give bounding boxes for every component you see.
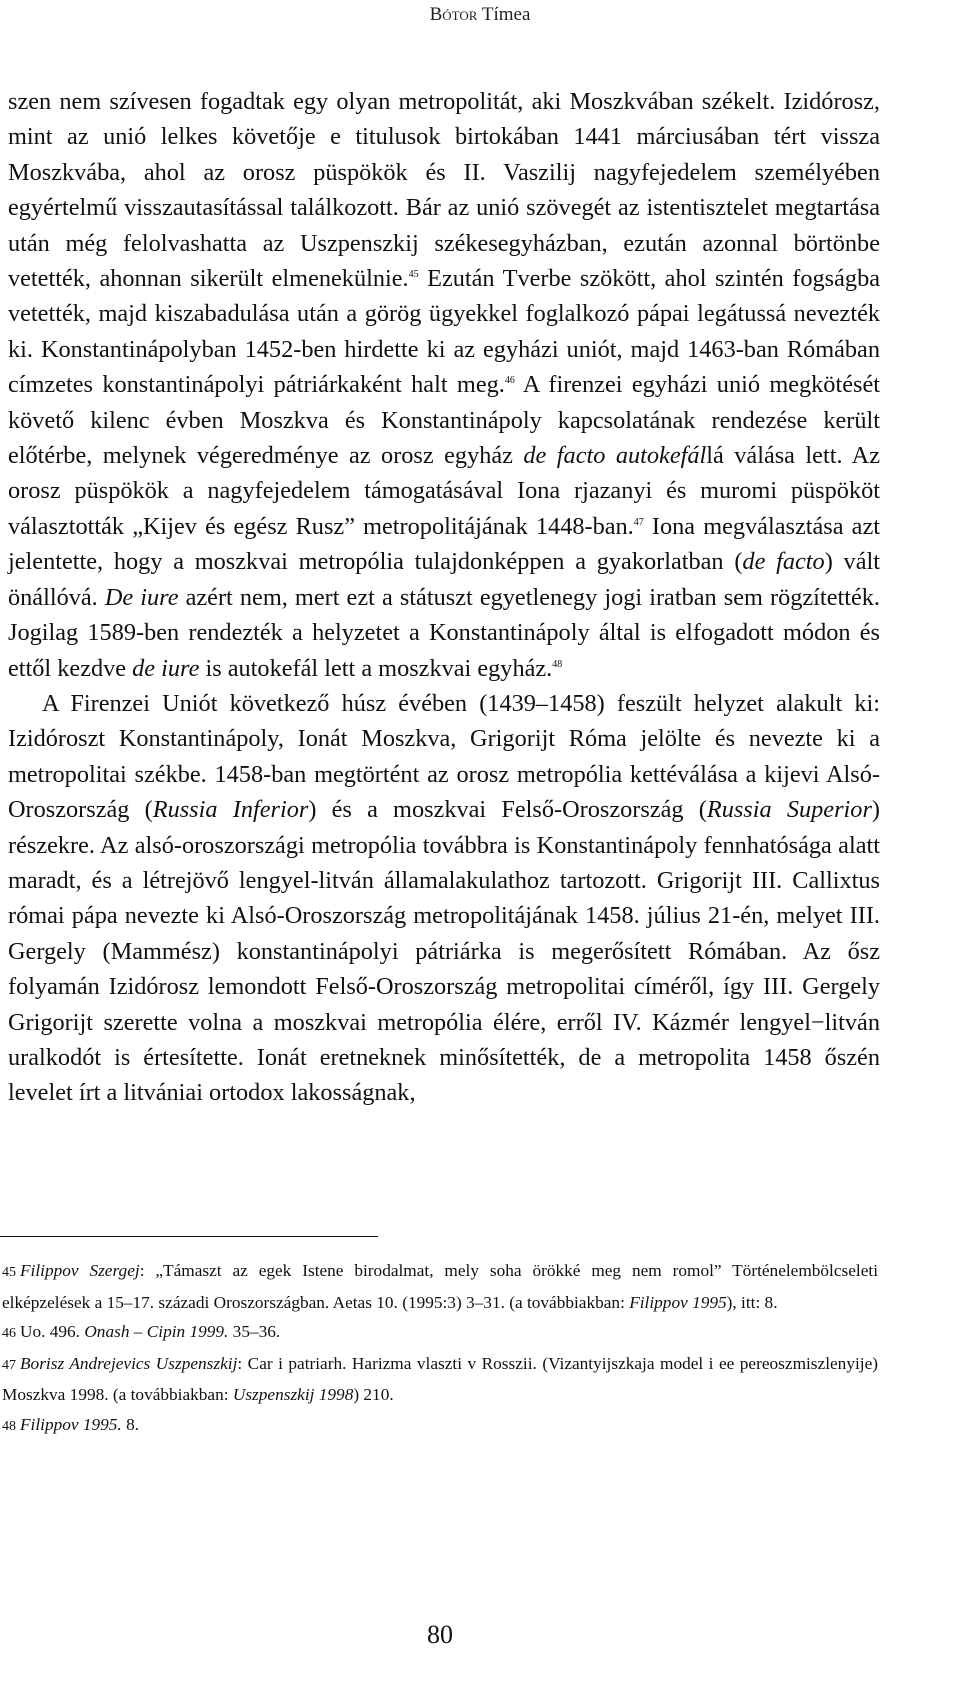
italic-term: de iure: [132, 654, 200, 682]
footnote-ref-48: 48: [552, 658, 563, 670]
italic-term: de facto autokefál: [523, 442, 707, 470]
footnotes: [2, 1256, 878, 1441]
footnote-text: : „Támaszt az egek Istene birodalmat, mely soha örökké meg nem romol” Történelembölcseleti elképzelések a 15–17. századi Oroszországban. Aetas 10. (1995:3) 3–31. (a továbbiakban:: [2, 1261, 878, 1312]
text-run: ) és a moszkvai Felső-Oroszország (: [308, 796, 707, 824]
text-run: ) részekre. Az alsó-oroszországi metropólia továbbra is Konstantinápoly fennhatósága alatt maradt, és a létrejövő lengyel-litván államalakulathoz tartozott. Grigorijt III. Callixtus római pápa nevezte ki Alsó-Oroszország metropolitájának 1458. július 21-én, melyet III. Gergely (Mammész) konstantinápolyi pátriárka is megerősített Rómában. Az ősz folyamán Izidórosz lemondott Felső-Oroszország metropolitai címéről, így III. Gergely Grigorijt szerette volna a moszkvai metropólia élére, erről IV. Kázmér lengyel−litván uralkodót is értesítette. Ionát eretneknek minősítették, de a metropolita 1458 őszén levelet írt a litvániai ortodox lakosságnak,: [8, 796, 880, 1107]
footnote-number: 47: [2, 1357, 16, 1373]
header-author-family: Bótor: [429, 4, 478, 25]
footnote-46: [2, 1317, 878, 1349]
footnote-45: [2, 1256, 878, 1317]
footnote-number: 48: [2, 1418, 16, 1434]
text-run: Ezután Tverbe szökött, ahol szintén fogságba vetették, majd kiszabadulása után a görög ügyekkel foglalkozó pápai legátussá nevezték ki. Konstantinápolyban 1452-ben hirdette ki az egyházi uniót, majd 1463-ban Rómában címzetes konstantinápolyi pátriárkaként halt meg.: [8, 265, 881, 399]
italic-term: Russia Inferior: [152, 796, 309, 824]
footnote-ref-47: 47: [633, 516, 644, 528]
text-run: A Firenzei Uniót következő húsz évében (1439–1458) feszült helyzet alakult ki: Izidóroszt Konstantinápoly, Ionát Moszkva, Grigorijt Róma jelölte és nevezte ki a metropolitai székbe. 1458-ban megtörtént az orosz metropólia kettéválása a kijevi Alsó-Oroszország (: [8, 689, 880, 824]
text-run: Iona megválasztása azt jelentette, hogy a moszkvai metropólia tulajdonképpen a gyakorlatban (: [8, 512, 880, 576]
running-header: [0, 4, 960, 26]
footnote-number: 45: [2, 1265, 16, 1280]
italic-term: Russia Superior: [706, 796, 872, 824]
footnote-ref: Uszpenszkij 1998: [232, 1385, 354, 1404]
footnote-ref: Onash – Cipin 1999.: [84, 1322, 229, 1341]
italic-term: De iure: [104, 583, 179, 611]
footnote-text: : Car i patriarh. Harizma vlaszti v Rosszii. (Vizantyijszkaja model i ee pereoszmiszlenyije) Moszkva 1998. (a továbbiakban:: [2, 1353, 878, 1404]
footnote-ref: Filippov 1995.: [20, 1414, 122, 1434]
text-run: A firenzei egyházi unió megkötését követő kilenc évben Moszkva és Konstantinápoly kapcsolatának rendezése került előtérbe, melynek végeredménye az orosz egyház: [8, 371, 880, 470]
text-run: ) vált önállóvá.: [8, 548, 880, 611]
footnote-pre: Uo. 496.: [20, 1322, 85, 1341]
text-run: is autokefál lett a moszkvai egyház.: [199, 654, 553, 682]
italic-term: de facto: [742, 548, 825, 576]
footnote-number: 46: [2, 1326, 16, 1341]
footnote-author: Filippov Szergej: [20, 1261, 140, 1280]
main-text: [8, 84, 880, 1111]
footnote-ref-46: 46: [504, 375, 515, 387]
text-run: lá válása lett. Az orosz püspökök a nagyfejedelem támogatásával Iona rjazanyi és muromi püspököt választották „Kijev és egész Rusz” metropolitájának 1448-ban.: [8, 442, 880, 540]
footnote-tail: 8.: [121, 1414, 140, 1434]
paragraph-2: [8, 686, 880, 1111]
text-run: azért nem, mert ezt a státuszt egyetlenegy jogi iratban sem rögzítették. Jogilag 1589-ben rendezték a helyzetet a Konstantinápoly által is elfogadott módon és ettől kezdve: [8, 583, 880, 682]
paragraph-1: [8, 84, 880, 686]
footnote-tail: 35–36.: [228, 1322, 281, 1341]
text-run: szen nem szívesen fogadtak egy olyan metropolitát, aki Moszkvában székelt. Izidórosz, mint az unió lelkes követője e titulusok birtokában 1441 márciusában tért vissza Moszkvába, ahol az orosz püspökök és II. Vaszilij nagyfejedelem személyében egyértelmű visszautasítással találkozott. Bár az unió szövegét az istentisztelet megtartása után még felolvashatta az Uszpenszkij székesegyházban, ezután azonnal börtönbe vetették, ahonnan sikerült elmenekülnie.: [8, 88, 880, 293]
footnote-author: Borisz Andrejevics Uszpenszkij: [20, 1353, 238, 1373]
header-author-given: Tímea: [481, 4, 531, 25]
footnote-separator: [0, 1236, 378, 1237]
footnote-48: [2, 1410, 878, 1442]
footnote-ref: Filippov 1995: [629, 1292, 727, 1312]
footnote-tail: ), itt: 8.: [726, 1292, 778, 1312]
page-number: 80: [427, 1620, 453, 1649]
footnote-ref-45: 45: [408, 269, 419, 281]
footnote-47: [2, 1349, 878, 1410]
footnote-tail: ) 210.: [353, 1385, 394, 1404]
